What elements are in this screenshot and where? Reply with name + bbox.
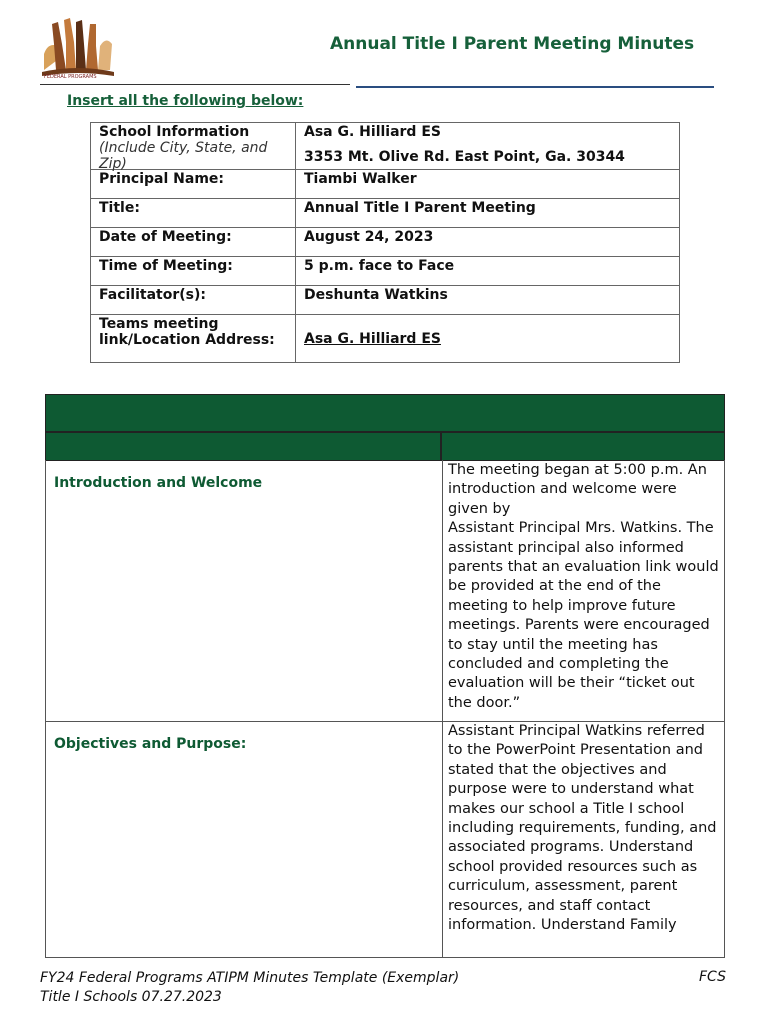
- agenda-notes-continued: Assistant Principal Mrs. Watkins. The assistant principal also informed parents that an evaluation link would be provided at the end of the meeting to help improve future meetings. Parents were encouraged to stay until the meeting has concluded and completing the evaluation will be their “ticket out the door.”: [448, 520, 719, 711]
- agenda-topic: Objectives and Purpose:: [54, 736, 247, 752]
- info-row-date: [91, 228, 680, 257]
- footer-org: FCS: [699, 969, 726, 985]
- info-label: Date of Meeting:: [91, 228, 296, 257]
- header-accent-rule: [356, 86, 714, 88]
- info-label: Time of Meeting:: [91, 257, 296, 286]
- info-value: Tiambi Walker: [296, 170, 680, 199]
- agenda-topic-cell: [46, 460, 443, 721]
- agenda-topic-cell: [46, 721, 443, 957]
- info-row-facilitator: [91, 286, 680, 315]
- info-value: Annual Title I Parent Meeting: [296, 199, 680, 228]
- info-row-title: [91, 199, 680, 228]
- info-row-principal: [91, 170, 680, 199]
- footer-template-info: FY24 Federal Programs ATIPM Minutes Template (Exemplar) Title I Schools 07.27.2023: [40, 970, 460, 1005]
- info-sublabel: (Include City, State, and Zip): [99, 140, 268, 172]
- agenda-notes: Assistant Principal Watkins referred to the PowerPoint Presentation and stated that the objectives and purpose were to understand what makes our school a Title I school including requirements, funding, and associated programs. Understand school provided resources such as curriculum, assessment, parent resources, and staff contact information. Understand Family: [448, 723, 717, 934]
- agenda-notes-cell: [448, 722, 720, 935]
- logo-caption: FEDERAL PROGRAMS: [44, 74, 97, 80]
- info-row-school: [91, 123, 680, 170]
- info-row-location: [91, 315, 680, 363]
- agenda-row: [45, 460, 725, 722]
- info-row-time: [91, 257, 680, 286]
- federal-programs-logo: [40, 14, 116, 80]
- agenda-topic: Introduction and Welcome: [54, 475, 263, 491]
- agenda-row: [45, 721, 725, 958]
- info-label: School Information (Include City, State, and Zip): [91, 123, 296, 170]
- agenda-column-header-topic: [45, 432, 441, 461]
- agenda-header-band: [45, 394, 725, 432]
- info-label: Teams meeting link/Location Address:: [91, 315, 296, 363]
- agenda-notes: The meeting began at 5:00 p.m. An introduction and welcome were given by: [448, 462, 707, 517]
- agenda-column-header-notes: [441, 432, 725, 461]
- info-label: Principal Name:: [91, 170, 296, 199]
- info-label: Facilitator(s):: [91, 286, 296, 315]
- info-value: 5 p.m. face to Face: [296, 257, 680, 286]
- info-value: August 24, 2023: [296, 228, 680, 257]
- meeting-info-table: [90, 122, 680, 363]
- insert-instruction: Insert all the following below:: [67, 93, 304, 109]
- agenda-notes-cell: [448, 461, 720, 713]
- header-divider: [40, 84, 350, 85]
- document-title: Annual Title I Parent Meeting Minutes: [330, 34, 695, 54]
- info-value: Deshunta Watkins: [296, 286, 680, 315]
- info-value: [296, 315, 680, 363]
- info-value: Asa G. Hilliard ES 3353 Mt. Olive Rd. East Point, Ga. 30344: [296, 123, 680, 170]
- info-label: Title:: [91, 199, 296, 228]
- location-link[interactable]: Asa G. Hilliard ES: [304, 330, 441, 347]
